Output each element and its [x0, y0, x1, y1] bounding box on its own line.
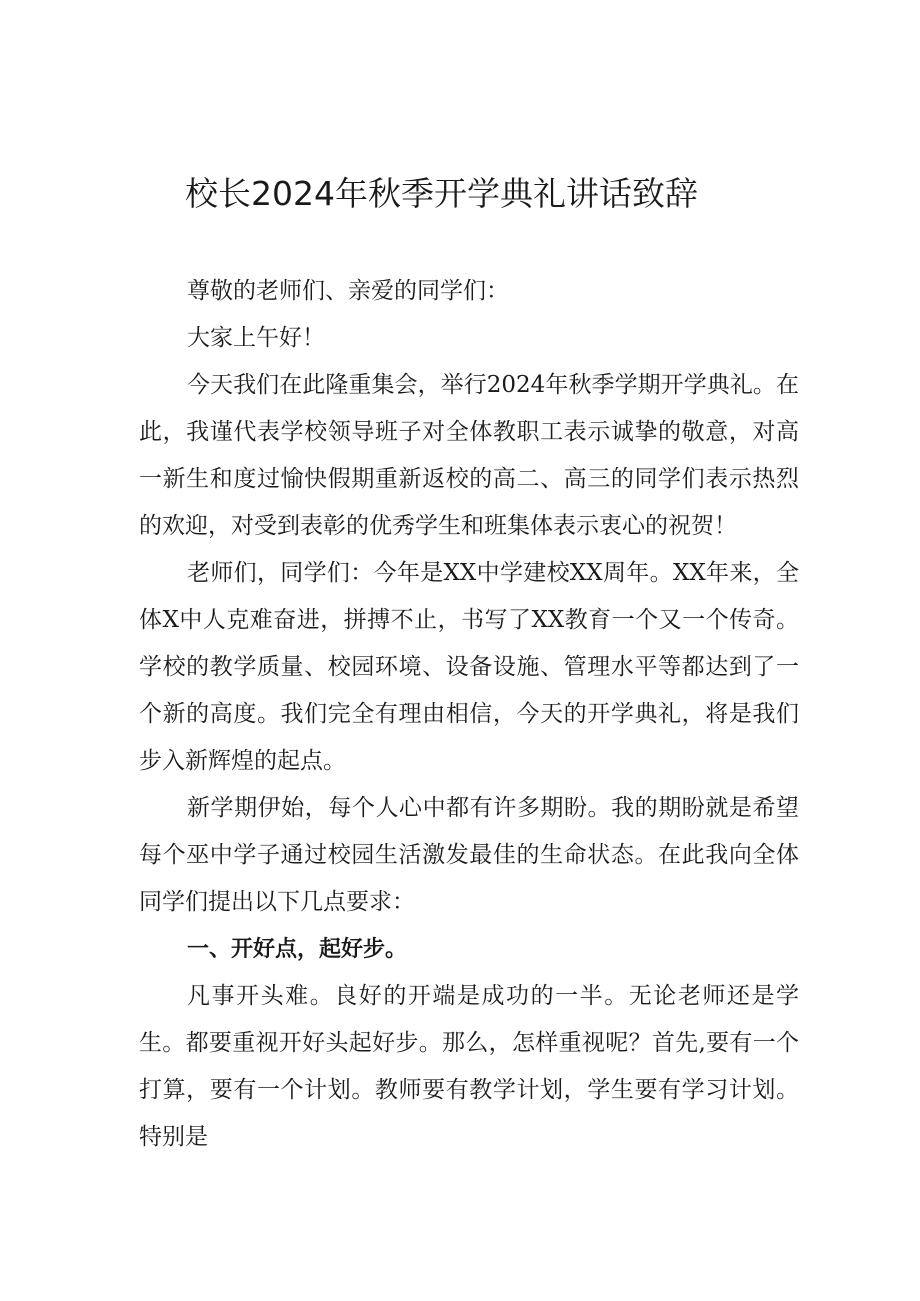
- document-body: [139, 268, 799, 1161]
- greeting: 尊敬的老师们、亲爱的同学们：: [187, 278, 509, 304]
- document-title: 校长2024年秋季开学典礼讲话致辞: [185, 174, 698, 213]
- paragraph-opening: 今天我们在此隆重集会，举行2024年秋季学期开学典礼。在此，我谨代表学校领导班子对全体教职工表示诚挚的敬意，对高一新生和度过愉快假期重新返校的高二、高三的同学们表示热烈的欢迎，对受到表彰的优秀学生和班集体表示衷心的祝贺！: [139, 372, 799, 539]
- paragraph-expectations: 新学期伊始，每个人心中都有许多期盼。我的期盼就是希望每个巫中学子通过校园生活激发最佳的生命状态。在此我向全体同学们提出以下几点要求：: [139, 795, 799, 915]
- section-heading: 一、开好点，起好步。: [187, 937, 408, 962]
- paragraph-school-history: 老师们，同学们：今年是XX中学建校XX周年。XX年来，全体X中人克难奋进，拼搏不止，书写了XX教育一个又一个传奇。学校的教学质量、校园环境、设备设施、管理水平等都达到了一个新的高度。我们完全有理由相信，今天的开学典礼，将是我们步入新辉煌的起点。: [139, 560, 799, 774]
- salutation: 大家上午好！: [187, 325, 325, 351]
- paragraph-good-start: 凡事开头难。良好的开端是成功的一半。无论老师还是学生。都要重视开好头起好步。那么，怎样重视呢？首先,要有一个打算，要有一个计划。教师要有教学计划，学生要有学习计划。特别是: [139, 983, 799, 1150]
